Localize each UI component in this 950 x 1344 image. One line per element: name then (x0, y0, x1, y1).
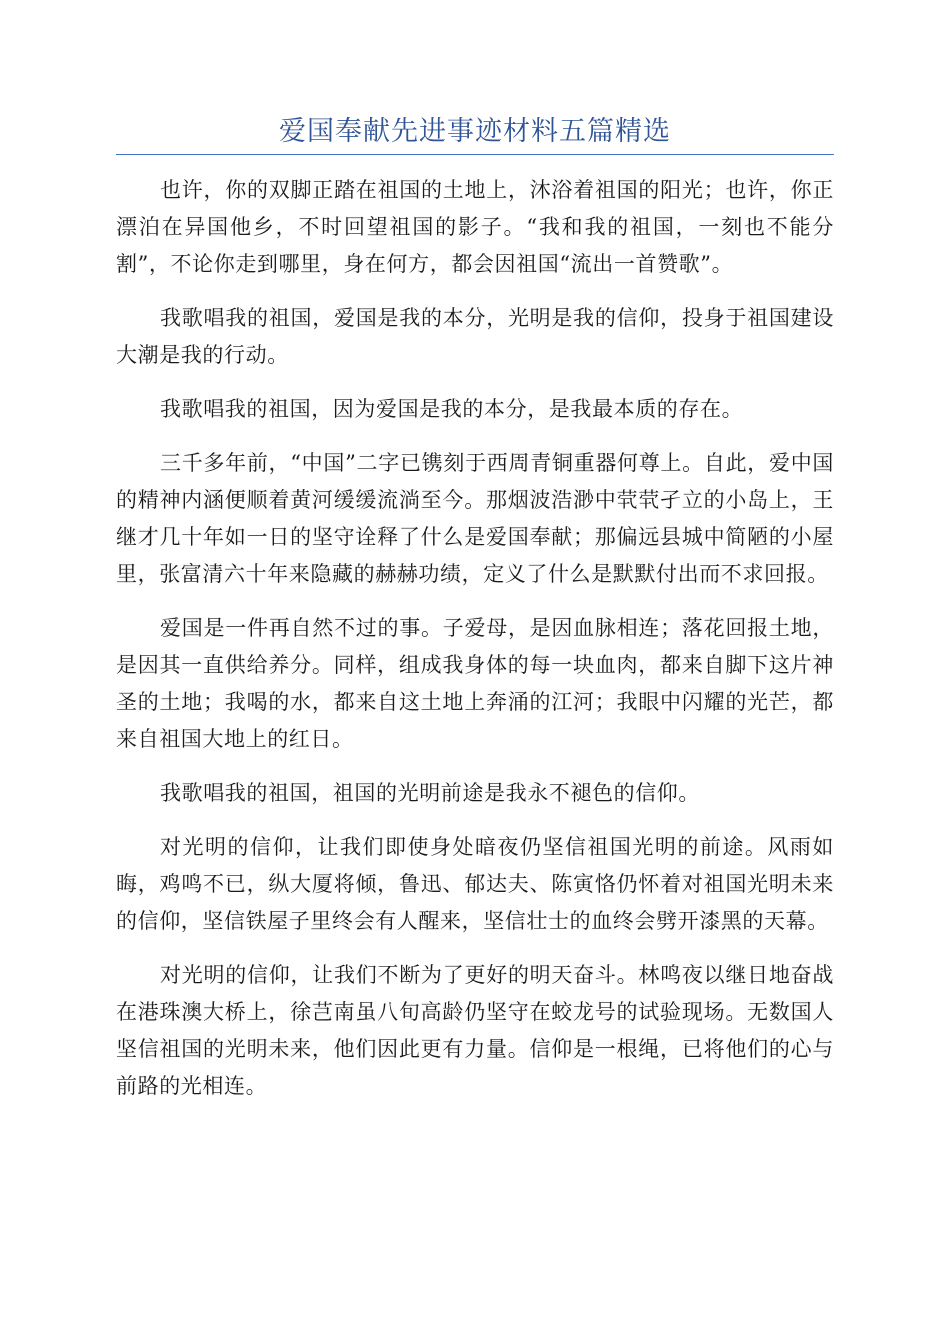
paragraph: 三千多年前，“中国”二字已镌刻于西周青铜重器何尊上。自此，爱中国的精神内涵便顺着黄河缓缓流淌至今。那烟波浩渺中茕茕孑立的小岛上，王继才几十年如一日的坚守诠释了什么是爱国奉献；那偏远县城中简陋的小屋里，张富清六十年来隐藏的赫赫功绩，定义了什么是默默付出而不求回报。 (116, 451, 834, 586)
paragraph: 我歌唱我的祖国，祖国的光明前途是我永不褪色的信仰。 (160, 781, 700, 805)
paragraph: 我歌唱我的祖国，爱国是我的本分，光明是我的信仰，投身于祖国建设大潮是我的行动。 (116, 306, 834, 367)
paragraph: 对光明的信仰，让我们不断为了更好的明天奋斗。林鸣夜以继日地奋战在港珠澳大桥上，徐芑南虽八旬高龄仍坚守在蛟龙号的试验现场。无数国人坚信祖国的光明未来，他们因此更有力量。信仰是一根绳，已将他们的心与前路的光相连。 (116, 963, 834, 1098)
title-underline (116, 154, 834, 155)
paragraph: 爱国是一件再自然不过的事。子爱母，是因血脉相连；落花回报土地，是因其一直供给养分。同样，组成我身体的每一块血肉，都来自脚下这片神圣的土地；我喝的水，都来自这土地上奔涌的江河；我眼中闪耀的光芒，都来自祖国大地上的红日。 (116, 616, 834, 751)
paragraph: 我歌唱我的祖国，因为爱国是我的本分，是我最本质的存在。 (160, 397, 744, 421)
document-body (116, 172, 834, 1122)
document-title: 爱国奉献先进事迹材料五篇精选 (279, 116, 671, 147)
paragraph: 对光明的信仰，让我们即使身处暗夜仍坚信祖国光明的前途。风雨如晦，鸡鸣不已，纵大厦将倾，鲁迅、郁达夫、陈寅恪仍怀着对祖国光明未来的信仰，坚信铁屋子里终会有人醒来，坚信壮士的血终会劈开漆黑的天幕。 (116, 835, 834, 933)
paragraph: 也许，你的双脚正踏在祖国的土地上，沐浴着祖国的阳光；也许，你正漂泊在异国他乡，不时回望祖国的影子。“我和我的祖国，一刻也不能分割”，不论你走到哪里，身在何方，都会因祖国“流出一首赞歌”。 (116, 178, 834, 276)
